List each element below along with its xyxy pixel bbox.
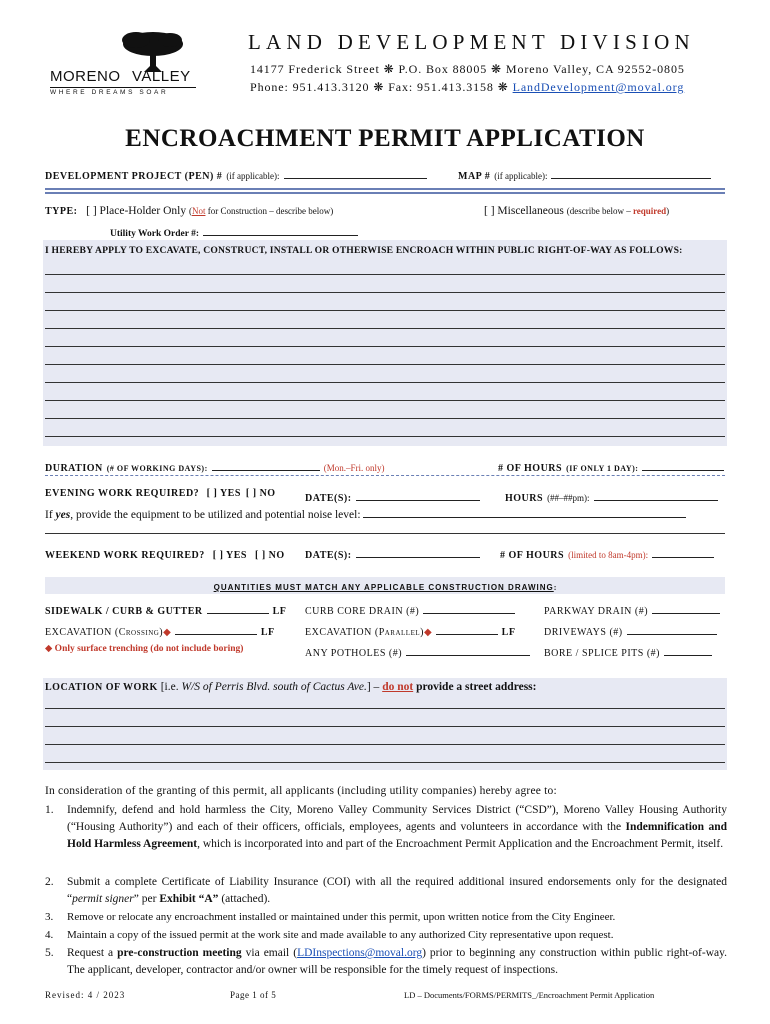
parkway-label: PARKWAY DRAIN (#) <box>544 606 649 617</box>
weekend-dates-label: DATE(S): <box>305 550 352 561</box>
weekend-hours-field[interactable] <box>652 545 714 558</box>
form-title: ENCROACHMENT PERMIT APPLICATION <box>125 125 645 152</box>
consideration-intro: In consideration of the granting of this permit, all applicants (including utility companies) hereby agree to: <box>45 785 557 797</box>
misc-note: (describe below – required) <box>566 206 670 216</box>
excavation-parallel-field[interactable] <box>436 622 498 635</box>
type-label: TYPE: <box>45 206 78 217</box>
evening-label: EVENING WORK REQUIRED? <box>45 488 200 499</box>
map-row <box>458 166 711 184</box>
write-line[interactable] <box>45 274 725 275</box>
weekend-hours-note: (limited to 8am-4pm): <box>568 550 649 560</box>
potholes-row <box>305 643 530 661</box>
curb-core-label: CURB CORE DRAIN (#) <box>305 606 420 617</box>
division-contact <box>250 80 684 95</box>
weekend-yes-checkbox[interactable]: [ ] YES <box>212 550 247 561</box>
logo-text-moreno: MORENO <box>50 68 121 85</box>
weekend-dates-field[interactable] <box>356 545 480 558</box>
footer-path: LD – Documents/FORMS/PERMITS_/Encroachment Permit Application <box>404 990 655 1000</box>
sidewalk-unit: LF <box>272 606 287 617</box>
location-example: W/S of Perris Blvd. south of Cactus Ave. <box>181 681 367 693</box>
duration-row <box>45 458 385 476</box>
location-label: LOCATION OF WORK <box>45 682 158 693</box>
weekend-label: WEEKEND WORK REQUIRED? <box>45 550 205 561</box>
evening-hours-note: (##–##pm): <box>547 493 590 503</box>
evening-hours-label: HOURS <box>505 493 544 504</box>
division-address: 14177 Frederick Street ❋ P.O. Box 88005 ❋ Moreno Valley, CA 92552-0805 <box>250 62 685 76</box>
excavation-crossing-row <box>45 622 275 640</box>
section-divider <box>45 188 725 194</box>
driveways-row <box>544 622 717 640</box>
agreement-item-3: 3. Remove or relocate any encroachment installed or maintained under this permit, upon written notice from the City Engineer. <box>45 911 616 923</box>
quantities-heading: QUANTITIES MUST MATCH ANY APPLICABLE CONSTRUCTION DRAWING <box>213 583 554 592</box>
write-line[interactable] <box>45 364 725 365</box>
excavation-crossing-unit: LF <box>260 627 275 638</box>
do-not-emphasis: do not <box>382 681 414 693</box>
evening-dates-row <box>305 488 480 506</box>
duration-divider <box>45 475 725 476</box>
placeholder-checkbox[interactable]: [ ] <box>86 205 97 217</box>
footer-revised: Revised: 4 / 2023 <box>45 990 126 1000</box>
write-line[interactable] <box>45 328 725 329</box>
write-line[interactable] <box>45 400 725 401</box>
phone-fax: Phone: 951.413.3120 ❋ Fax: 951.413.3158 ❋ <box>250 80 509 94</box>
inspections-email-link[interactable]: LDInspections@moval.org <box>297 947 423 959</box>
weekend-hours-row <box>500 545 714 563</box>
evening-hours-field[interactable] <box>594 488 718 501</box>
excavation-parallel-unit: LF <box>501 627 516 638</box>
bore-row <box>544 643 712 661</box>
duration-days-note: (Mon.–Fri. only) <box>323 463 385 473</box>
work-order-label: Utility Work Order #: <box>110 229 200 239</box>
agreement-item-2: 2. Submit a complete Certificate of Liability Insurance (COI) with all the required additional insured endorsements only for the designated “permit signer” per Exhibit “A” (attached). <box>45 876 727 905</box>
pen-note: (if applicable): <box>226 171 280 181</box>
diamond-icon: ◆ <box>163 627 171 638</box>
one-day-hours-field[interactable] <box>642 458 724 471</box>
one-day-hours-note: (IF ONLY 1 DAY): <box>566 464 639 473</box>
write-line[interactable] <box>45 726 725 727</box>
duration-note: (# OF WORKING DAYS): <box>106 464 208 473</box>
bore-label: BORE / SPLICE PITS (#) <box>544 648 661 659</box>
apply-section <box>43 240 727 446</box>
city-logo <box>48 28 198 98</box>
write-line[interactable] <box>45 346 725 347</box>
write-line[interactable] <box>45 762 725 763</box>
curb-core-field[interactable] <box>423 601 515 614</box>
logo-text-valley: VALLEY <box>132 68 191 85</box>
placeholder-label: Place-Holder Only <box>99 205 187 217</box>
evening-yes-checkbox[interactable]: [ ] YES <box>206 488 241 499</box>
write-line[interactable] <box>45 382 725 383</box>
equipment-field[interactable] <box>363 505 686 518</box>
write-line[interactable] <box>45 708 725 709</box>
misc-checkbox[interactable]: [ ] <box>484 205 495 217</box>
apply-heading: I HEREBY APPLY TO EXCAVATE, CONSTRUCT, INSTALL OR OTHERWISE ENCROACH WITHIN PUBLIC RIGHT-OF-WAY AS FOLLOWS: <box>45 245 683 256</box>
excavation-crossing-label: EXCAVATION (Crossing) <box>45 627 164 638</box>
weekend-row <box>45 545 285 563</box>
excavation-parallel-row <box>305 622 515 640</box>
bore-field[interactable] <box>664 643 712 656</box>
email-link[interactable]: LandDevelopment@moval.org <box>512 80 685 94</box>
driveways-field[interactable] <box>627 622 717 635</box>
parkway-field[interactable] <box>652 601 720 614</box>
evening-no-checkbox[interactable]: [ ] NO <box>245 488 276 499</box>
required-emphasis: required <box>632 206 667 216</box>
misc-row <box>484 205 669 217</box>
map-label: MAP # <box>458 171 491 182</box>
yes-emphasis: yes <box>55 509 71 521</box>
equipment-field-line-2[interactable] <box>45 533 725 534</box>
equipment-label: , provide the equipment to be utilized and potential noise level: <box>70 509 361 521</box>
sidewalk-row <box>45 601 286 619</box>
duration-label: DURATION <box>45 463 103 474</box>
parkway-row <box>544 601 720 619</box>
quantities-header: QUANTITIES MUST MATCH ANY APPLICABLE CONSTRUCTION DRAWING: <box>45 577 725 594</box>
sidewalk-field[interactable] <box>207 601 269 614</box>
equipment-row: If yes, provide the equipment to be utilized and potential noise level: <box>45 505 686 521</box>
work-order-row <box>110 223 358 241</box>
type-row <box>45 205 333 217</box>
curb-core-row <box>305 601 515 619</box>
driveways-label: DRIVEWAYS (#) <box>544 627 623 638</box>
work-order-field[interactable] <box>203 223 358 236</box>
location-row: LOCATION OF WORK [i.e. W/S of Perris Blvd. south of Cactus Ave.] – do not provide a street address: <box>45 681 537 693</box>
agreement-item-1: 1. Indemnify, defend and hold harmless the City, Moreno Valley Community Services District (“CSD”), Moreno Valley Housing Authority (“Housing Authority”) and each of their officers, officials, employees, agents and volunteers in accordance with the Indemnification and Hold Harmless Agreement, which is incorporated into and part of the Encroachment Permit Application and the Encroachment Permit, itself. <box>45 804 727 850</box>
weekend-dates-row <box>305 545 480 563</box>
write-line[interactable] <box>45 310 725 311</box>
agreement-item-4: 4. Maintain a copy of the issued permit at the work site and made available to any authorized City representative upon request. <box>45 929 614 941</box>
agreement-item-5: 5. Request a pre-construction meeting via email (LDInspections@moval.org) prior to beginning any construction within public right-of-way. The applicant, developer, contractor and/or owner will be responsible for the timely request of inspections. <box>45 947 727 976</box>
evening-dates-label: DATE(S): <box>305 493 352 504</box>
write-line[interactable] <box>45 292 725 293</box>
weekend-hours-label: # OF HOURS <box>500 550 565 561</box>
evening-dates-field[interactable] <box>356 488 480 501</box>
diamond-icon: ◆ <box>423 627 432 638</box>
weekend-no-checkbox[interactable]: [ ] NO <box>254 550 285 561</box>
pen-field[interactable] <box>284 166 427 179</box>
write-line[interactable] <box>45 744 725 745</box>
write-line[interactable] <box>45 418 725 419</box>
footer-page: Page 1 of 5 <box>230 990 277 1000</box>
duration-field[interactable] <box>212 458 320 471</box>
excavation-crossing-field[interactable] <box>175 622 257 635</box>
write-line[interactable] <box>45 436 725 437</box>
potholes-field[interactable] <box>406 643 530 656</box>
trenching-note: ◆ Only surface trenching (do not include boring) <box>45 644 244 654</box>
placeholder-note: (Not for Construction – describe below) <box>188 206 334 216</box>
pen-row <box>45 166 427 184</box>
evening-row <box>45 488 276 499</box>
potholes-label: ANY POTHOLES (#) <box>305 648 403 659</box>
map-note: (if applicable): <box>494 171 548 181</box>
not-emphasis: Not <box>191 206 206 216</box>
misc-label: Miscellaneous <box>497 205 564 217</box>
excavation-parallel-label: EXCAVATION (Parallel) <box>305 627 424 638</box>
one-day-hours-row <box>498 458 724 476</box>
evening-hours-row <box>505 488 718 506</box>
division-title: LAND DEVELOPMENT DIVISION <box>248 30 695 54</box>
sidewalk-label: SIDEWALK / CURB & GUTTER <box>45 606 203 617</box>
one-day-hours-label: # OF HOURS <box>498 463 563 474</box>
map-field[interactable] <box>551 166 711 179</box>
pen-label: DEVELOPMENT PROJECT (PEN) # <box>45 171 223 182</box>
logo-tagline: WHERE DREAMS SOAR <box>50 87 196 96</box>
